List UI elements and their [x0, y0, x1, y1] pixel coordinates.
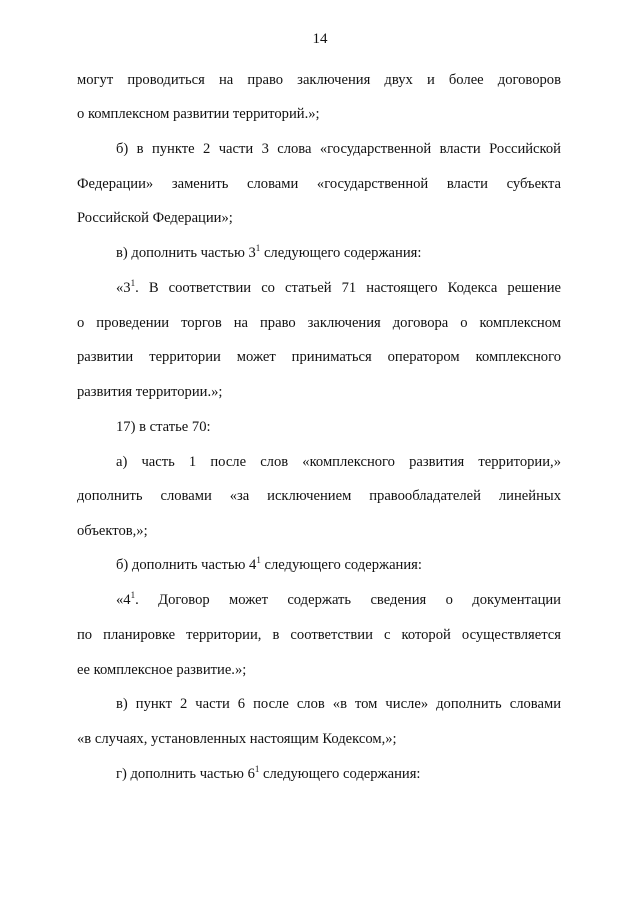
- text-line: о комплексном развитии территорий.»;: [77, 106, 320, 122]
- text-line: по планировке территории, в соответствии с которой осуществляется: [77, 627, 561, 643]
- text-line: дополнить словами «за исключением правообладателей линейных: [77, 488, 561, 504]
- text-line: а) часть 1 после слов «комплексного развития территории,»: [116, 454, 561, 470]
- text-line: [116, 555, 561, 575]
- text-line: ее комплексное развитие.»;: [77, 662, 247, 678]
- text-fragment: в) дополнить частью 3: [116, 245, 256, 261]
- text-line: [116, 278, 561, 298]
- superscript: 1: [256, 555, 261, 565]
- text-line: «в случаях, установленных настоящим Кодексом,»;: [77, 731, 397, 747]
- text-line: объектов,»;: [77, 523, 148, 539]
- text-line: о проведении торгов на право заключения договора о комплексном: [77, 315, 561, 331]
- text-fragment: «3: [116, 280, 131, 296]
- text-line: [116, 243, 561, 263]
- superscript: 1: [254, 764, 260, 774]
- text-line: б) в пункте 2 части 3 слова «государственной власти Российской: [116, 141, 561, 157]
- text-line: 17) в статье 70:: [116, 419, 211, 435]
- text-fragment: следующего содержания:: [260, 245, 422, 261]
- text-line: развитии территории может приниматься оператором комплексного: [77, 349, 561, 365]
- text-line: развития территории.»;: [77, 384, 223, 400]
- text-line: могут проводиться на право заключения двух и более договоров: [77, 72, 561, 88]
- superscript: 1: [255, 243, 261, 253]
- text-fragment: следующего содержания:: [259, 766, 421, 782]
- superscript: 1: [130, 278, 136, 288]
- text-line: Федерации» заменить словами «государственной власти субъекта: [77, 176, 561, 192]
- text-line: Российской Федерации»;: [77, 210, 233, 226]
- superscript: 1: [130, 590, 136, 600]
- text-fragment: б) дополнить частью 4: [116, 557, 257, 573]
- text-line: в) пункт 2 части 6 после слов «в том числе» дополнить словами: [116, 696, 561, 712]
- text-fragment: г) дополнить частью 6: [116, 766, 255, 782]
- text-fragment: «4: [116, 592, 131, 608]
- page-number: 14: [312, 31, 328, 47]
- text-fragment: . Договор может содержать сведения о документации: [135, 592, 561, 608]
- text-line: [116, 590, 561, 610]
- text-line: [116, 764, 561, 784]
- text-fragment: следующего содержания:: [260, 557, 422, 573]
- text-fragment: . В соответствии со статьей 71 настоящего Кодекса решение: [135, 280, 561, 296]
